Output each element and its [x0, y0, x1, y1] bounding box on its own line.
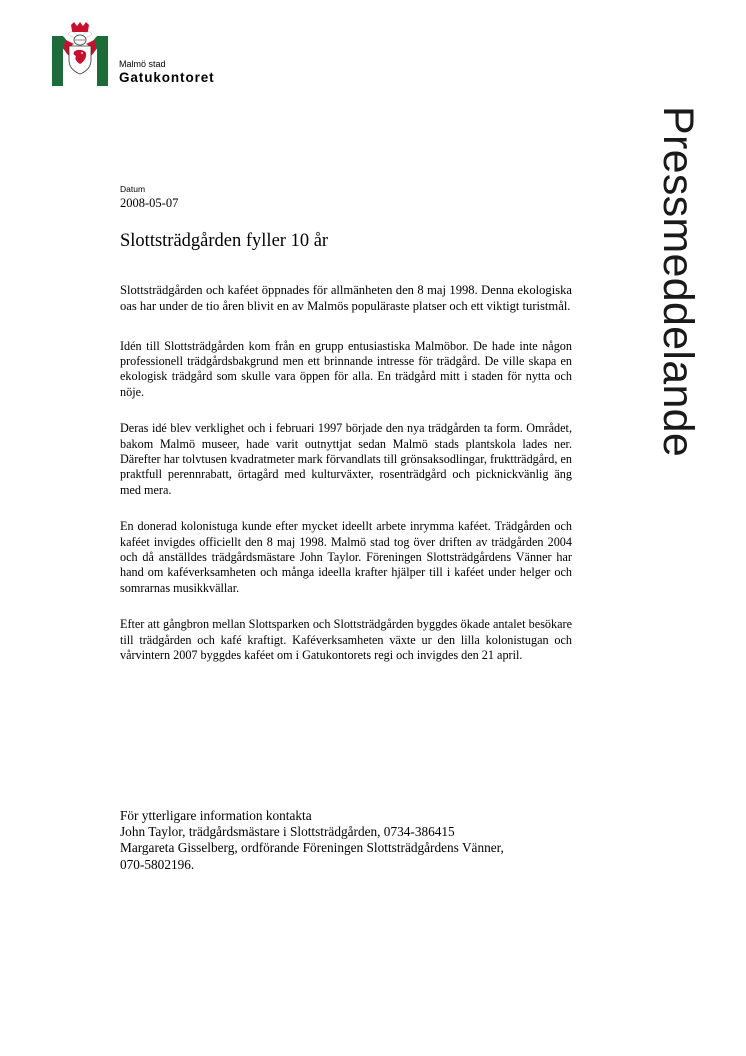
org-city: Malmö stad [119, 59, 166, 69]
headline: Slottsträdgården fyller 10 år [120, 231, 329, 251]
paragraph: Slottsträdgården och kaféet öppnades för allmänheten den 8 maj 1998. Denna ekologiska oas har under de tio åren blivit en av Malmös populäraste platser och ett viktigt turistmål. [120, 283, 572, 313]
document-type-label: Pressmeddelande [654, 106, 702, 458]
organization-block [119, 59, 215, 86]
contact-info [120, 808, 590, 873]
paragraph: Idén till Slottsträdgården kom från en grupp entusiastiska Malmöbor. De hade inte någon professionell trädgårdsbakgrund men ett brinnande intresse för trädgård. De ville skapa en ekologisk trädgård som skulle vara öppen för alla. En trädgård mitt i staden för nytta och nöje. [120, 338, 572, 399]
paragraph: Deras idé blev verklighet och i februari 1997 började den nya trädgården ta form. Området, bakom Malmö museer, hade varit outnyttjat sedan Malmö stads plantskola lades ner. Därefter har tolvtusen kvadratmeter mark förvandlats till grönsaksodlingar, fruktträdgård, en praktfull perennrabatt, örtagård med kulturväxter, rosenträdgård och picknickvänlig äng med mera. [120, 421, 572, 497]
paragraph: En donerad kolonistuga kunde efter mycket ideellt arbete inrymma kaféet. Trädgården och kaféet invigdes officiellt den 8 maj 1998. Malmö stad tog över driften av trädgården 2004 och då anställdes trädgårdsmästare John Taylor. Föreningen Slottsträdgårdens Vänner har hand om kaféverksamheten och många ideella krafter hjälper till i kaféet under helger och somrarnas musikkvällar. [120, 519, 572, 595]
contact-line: Margareta Gisselberg, ordförande Föreningen Slottsträdgårdens Vänner, [120, 840, 504, 856]
date-label: Datum [120, 184, 146, 194]
body-text [120, 283, 572, 685]
contact-intro: För ytterligare information kontakta [120, 808, 312, 823]
date-value: 2008-05-07 [120, 196, 179, 210]
contact-line: John Taylor, trädgårdsmästare i Slottsträdgården, 0734-386415 [120, 824, 455, 840]
malmo-coat-of-arms-icon [52, 22, 108, 86]
contact-line: 070-5802196. [120, 856, 195, 872]
paragraph: Efter att gångbron mellan Slottsparken och Slottsträdgården byggdes ökade antalet besökare till trädgården och kafé kraftigt. Kaféverksamheten växte ur den lilla kolonistugan och vårvintern 2007 byggdes kaféet om i Gatukontorets regi och invigdes den 21 april. [120, 617, 572, 663]
org-department: Gatukontoret [119, 70, 215, 85]
